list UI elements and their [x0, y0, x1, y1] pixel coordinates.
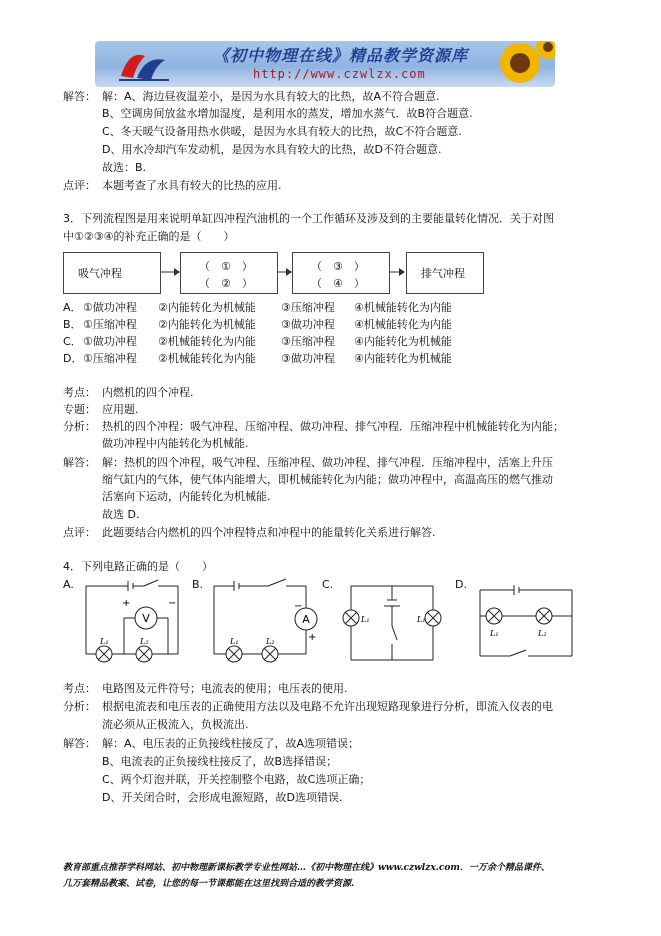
- kaodian-label: 考点：: [63, 682, 96, 695]
- flow-end-label: 排气冲程: [421, 267, 465, 280]
- option-cell: ④内能转化为机械能: [354, 352, 452, 365]
- header-banner: [95, 41, 555, 87]
- answer-line: B、空调房间放盆水增加湿度，是利用水的蒸发，增加水蒸气．故B符合题意.: [102, 107, 473, 120]
- circuit-c-diagram: [337, 582, 449, 666]
- lamp-icon: [262, 646, 278, 662]
- option-cell: ③压缩冲程: [281, 335, 335, 348]
- option-cell: ③做功冲程: [281, 352, 335, 365]
- option-cell: ②机械能转化为内能: [158, 352, 256, 365]
- answer-line: 故选 D.: [102, 508, 140, 521]
- lamp-label: L₁: [417, 615, 426, 624]
- plus-sign: +: [308, 632, 317, 643]
- banner-title: 《初中物理在线》精品教学资源库: [213, 46, 469, 65]
- question-text: 4．下列电路正确的是（ ）: [63, 560, 213, 573]
- option-cell: ③压缩冲程: [281, 301, 335, 314]
- answer-line: C、冬天暖气设备用热水供暖，是因为水具有较大的比热，故C不符合题意.: [102, 125, 462, 138]
- site-logo-icon: [115, 46, 175, 84]
- fenxi-text: 热机的四个冲程：吸气冲程、压缩冲程、做功冲程、排气冲程．压缩冲程中机械能转化为内能；: [102, 420, 564, 433]
- option-cell: ③做功冲程: [281, 318, 335, 331]
- fenxi-label: 分析：: [63, 420, 96, 433]
- lamp-icon: [343, 610, 359, 626]
- arrow-right-icon: [389, 268, 405, 276]
- option-cell: ②机械能转化为内能: [158, 335, 256, 348]
- switch-lever: [268, 579, 286, 586]
- kaodian-text: 电路图及元件符号；电流表的使用；电压表的使用.: [102, 682, 348, 695]
- option-label: D．: [63, 352, 83, 365]
- option-label: A．: [63, 301, 82, 314]
- answer-line: 缩气缸内的气体，使气体内能增大，即机械能转化为内能；做功冲程中，高温高压的燃气推动: [102, 473, 553, 486]
- answer-line: 解：A、电压表的正负接线柱接反了，故A选项错误；: [102, 737, 360, 750]
- comment-text: 此题要结合内燃机的四个冲程特点和冲程中的能量转化关系进行解答.: [102, 526, 436, 539]
- switch-lever: [144, 580, 158, 586]
- flow-box3-bottom: （ ④ ）: [311, 277, 365, 290]
- arrow-right-icon: [277, 268, 292, 276]
- question-text: 3．下列流程图是用来说明单缸四冲程汽油机的一个工作循环及涉及到的主要能量转化情况．关于对图: [63, 212, 554, 225]
- lamp-icon: [96, 646, 112, 662]
- lamp-icon: [425, 610, 441, 626]
- zhuanti-label: 专题：: [63, 403, 96, 416]
- flow-arrows: [159, 262, 409, 282]
- kaodian-text: 内燃机的四个冲程.: [102, 386, 194, 399]
- meter-label: V: [142, 612, 150, 625]
- fenxi-text: 做功冲程中内能转化为机械能.: [102, 437, 249, 450]
- option-cell: ②内能转化为机械能: [158, 318, 256, 331]
- answer-line: 活塞向下运动，内能转化为机械能.: [102, 490, 271, 503]
- option-label: C．: [63, 335, 82, 348]
- lamp-label: L₁: [490, 629, 499, 638]
- lamp-icon: [536, 608, 552, 624]
- circuit-a-label: A.: [63, 578, 74, 591]
- switch-lever: [392, 626, 397, 640]
- answer-line: B、电流表的正负接线柱接反了，故B选择错误；: [102, 755, 338, 768]
- lamp-icon: [486, 608, 502, 624]
- option-cell: ①做功冲程: [83, 301, 137, 314]
- circuit-b-label: B.: [192, 578, 204, 591]
- banner-url: http://www.czwlzx.com: [253, 67, 426, 81]
- answer-line: 解：热机的四个冲程，吸气冲程、压缩冲程、做功冲程、排气冲程．压缩冲程中，活塞上升压: [102, 456, 553, 469]
- lamp-icon: [226, 646, 242, 662]
- option-cell: ④内能转化为机械能: [354, 335, 452, 348]
- circuit-a-diagram: [78, 578, 184, 670]
- sunflower-icon: [490, 41, 555, 87]
- option-cell: ①做功冲程: [83, 335, 137, 348]
- answer-label: 解答：: [63, 456, 96, 469]
- fenxi-label: 分析：: [63, 700, 96, 713]
- lamp-icon: [136, 646, 152, 662]
- question-text: 中①②③④的补充正确的是（ ）: [63, 230, 235, 243]
- arrow-right-icon: [161, 268, 180, 276]
- lamp-label: L₁: [361, 615, 370, 624]
- option-cell: ④机械能转化为内能: [354, 318, 452, 331]
- option-cell: ①压缩冲程: [83, 352, 137, 365]
- answer-line: D、用水冷却汽车发动机，是因为水具有较大的比热，故D不符合题意.: [102, 143, 442, 156]
- comment-label: 点评：: [63, 526, 96, 539]
- flow-box-exhaust: [406, 252, 484, 294]
- lamp-label: L₁: [100, 637, 109, 646]
- comment-text: 本题考查了水具有较大的比热的应用.: [102, 179, 282, 192]
- answer-line: C、两个灯泡并联，开关控制整个电路，故C选项正确；: [102, 773, 371, 786]
- answer-line: 故选：B.: [102, 161, 147, 174]
- lamp-label: L₂: [140, 637, 149, 646]
- circuit-d-diagram: [474, 582, 578, 666]
- lamp-label: L₂: [538, 629, 547, 638]
- footer-line: 教育部重点推荐学科网站、初中物理新课标教学专业性网站…《初中物理在线》www.czwlzx.com．一万余个精品课件、: [63, 863, 550, 873]
- circuit-c-label: C.: [322, 578, 334, 591]
- plus-sign: +: [122, 598, 131, 609]
- lamp-label: L₂: [266, 637, 275, 646]
- flow-box2-bottom: （ ② ）: [199, 277, 253, 290]
- comment-label: 点评：: [63, 179, 96, 192]
- zhuanti-text: 应用题.: [102, 403, 139, 416]
- meter-label: A: [302, 613, 310, 626]
- kaodian-label: 考点：: [63, 386, 96, 399]
- flow-box3-top: （ ③ ）: [311, 260, 365, 273]
- fenxi-text: 流必须从正极流入，负极流出.: [102, 718, 249, 731]
- switch-lever: [510, 650, 526, 656]
- lamp-label: L₁: [230, 637, 239, 646]
- flow-box2-top: （ ① ）: [199, 260, 253, 273]
- option-cell: ①压缩冲程: [83, 318, 137, 331]
- answer-label: 解答：: [63, 737, 96, 750]
- option-cell: ②内能转化为机械能: [158, 301, 256, 314]
- circuit-b-diagram: [208, 578, 318, 670]
- fenxi-text: 根据电流表和电压表的正确使用方法以及电路不允许出现短路现象进行分析，即流入仪表的电: [102, 700, 553, 713]
- answer-line: D、开关闭合时，会形成电源短路，故D选项错误.: [102, 791, 343, 804]
- option-cell: ④机械能转化为内能: [354, 301, 452, 314]
- footer-line: 几万套精品教案、试卷，让您的每一节课都能在这里找到合适的教学资源.: [63, 879, 355, 889]
- circuit-d-label: D.: [455, 578, 467, 591]
- minus-sign: −: [168, 598, 177, 609]
- flow-box-intake: [63, 252, 161, 294]
- answer-label: 解答：: [63, 90, 96, 103]
- option-label: B．: [63, 318, 82, 331]
- minus-sign: −: [294, 601, 303, 612]
- flow-start-label: 吸气冲程: [78, 267, 122, 280]
- answer-line: 解：A、海边昼夜温差小，是因为水具有较大的比热，故A不符合题意.: [102, 90, 440, 103]
